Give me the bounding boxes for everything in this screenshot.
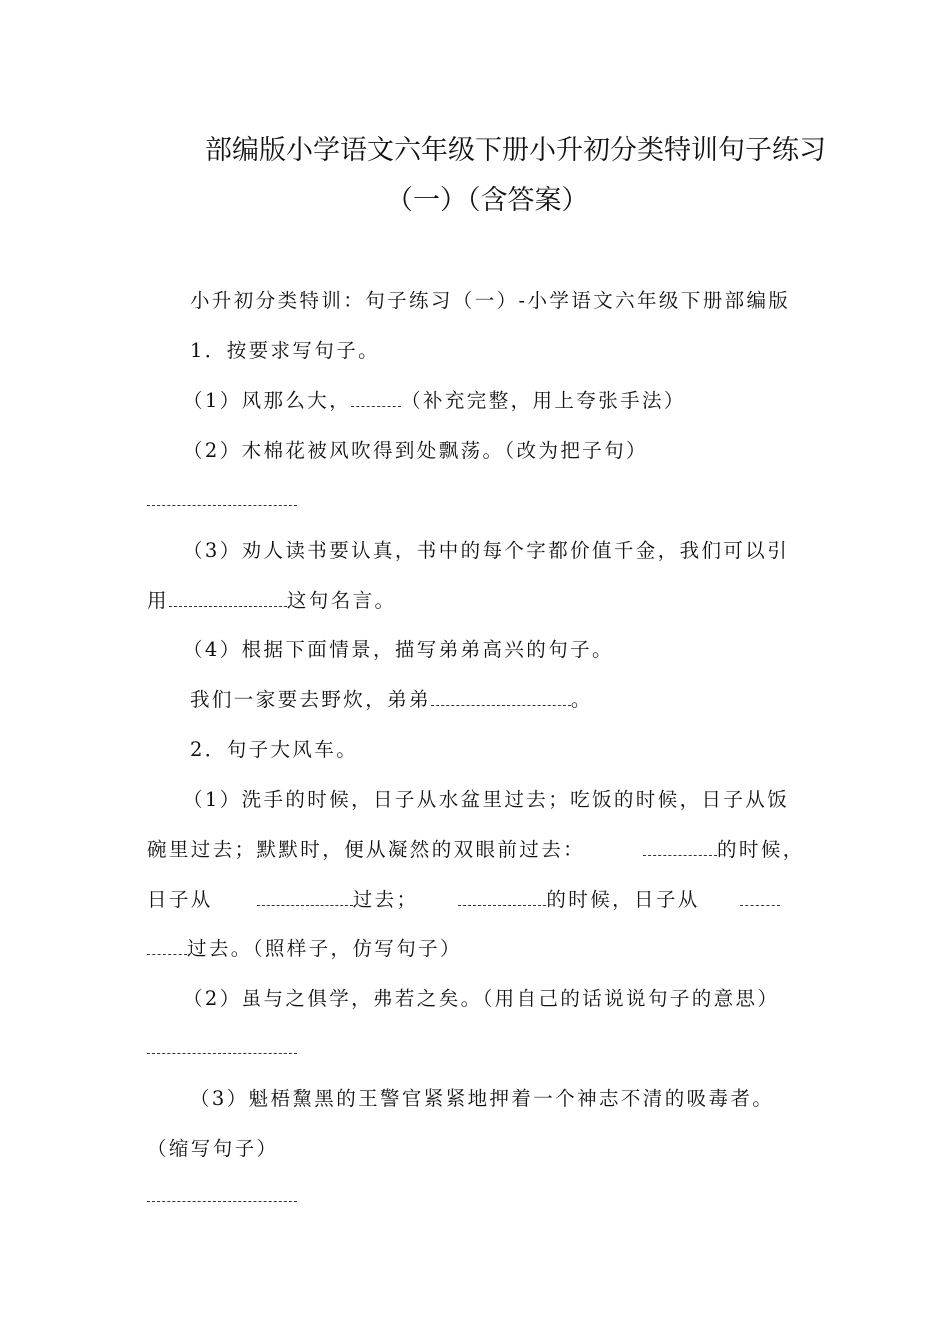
question-2-1-line3-c: 的时候，日子从 xyxy=(546,888,700,911)
answer-line[interactable] xyxy=(147,505,297,506)
question-2-1-line2-suffix: 的时候， xyxy=(717,838,805,861)
intro-line: 小升初分类特训：句子练习（一）-小学语文六年级下册部编版 xyxy=(190,289,791,312)
question-2-1-line3-a: 日子从 xyxy=(147,888,213,911)
question-2-1-line3-b: 过去； xyxy=(352,888,419,911)
answer-blank[interactable] xyxy=(643,837,717,856)
question-1-1-hint: （补充完整，用上夸张手法） xyxy=(401,389,686,412)
document-title-line2: （一）（含答案） xyxy=(386,185,589,216)
question-1-1-text: （1）风那么大， xyxy=(183,389,352,412)
answer-blank[interactable] xyxy=(147,936,187,955)
answer-blank[interactable] xyxy=(458,887,546,906)
question-1-3-line1: （3）劝人读书要认真，书中的每个字都价值千金，我们可以引 xyxy=(183,539,790,562)
question-1-4-period: 。 xyxy=(570,688,593,711)
question-1-4-scene-text: 我们一家要去野炊，弟弟 xyxy=(190,688,431,711)
question-1-3-line2 xyxy=(147,588,396,614)
question-1-2: （2）木棉花被风吹得到处飘荡。（改为把子句） xyxy=(183,439,648,462)
question-2-3-line2: （缩写句子） xyxy=(147,1137,279,1160)
question-1-3-prefix: 用 xyxy=(147,589,169,612)
answer-blank[interactable] xyxy=(351,388,401,407)
question-2-1-line3 xyxy=(147,887,780,913)
question-2-1-line4-text: 过去。（照样子，仿写句子） xyxy=(187,937,462,960)
answer-blank[interactable] xyxy=(169,588,287,607)
question-2-1-line4 xyxy=(147,936,462,962)
question-2-2: （2）虽与之俱学，弗若之矣。（用自己的话说说句子的意思） xyxy=(183,987,780,1010)
answer-blank[interactable] xyxy=(740,887,780,906)
question-1-4-scene xyxy=(190,687,593,713)
answer-line[interactable] xyxy=(147,1201,297,1202)
document-title-line1: 部编版小学语文六年级下册小升初分类特训句子练习 xyxy=(205,135,826,166)
answer-blank[interactable] xyxy=(257,887,353,906)
question-1-4: （4）根据下面情景，描写弟弟高兴的句子。 xyxy=(183,638,614,661)
question-1-3-suffix: 这句名言。 xyxy=(286,589,397,612)
answer-blank[interactable] xyxy=(431,687,571,706)
question-2-1-line2-text: 碗里过去；默默时，便从凝然的双眼前过去： xyxy=(147,838,586,861)
question-2-heading: 2．句子大风车。 xyxy=(190,738,359,761)
question-2-1-line1: （1）洗手的时候，日子从水盆里过去；吃饭的时候，日子从饭 xyxy=(183,788,790,811)
question-2-3-line1: （3）魁梧黧黑的王警官紧紧地押着一个神志不清的吸毒者。 xyxy=(190,1087,775,1110)
question-1-heading: 1．按要求写句子。 xyxy=(190,339,381,362)
question-2-1-line2 xyxy=(147,837,805,863)
question-1-1 xyxy=(183,388,686,414)
answer-line[interactable] xyxy=(147,1053,297,1054)
